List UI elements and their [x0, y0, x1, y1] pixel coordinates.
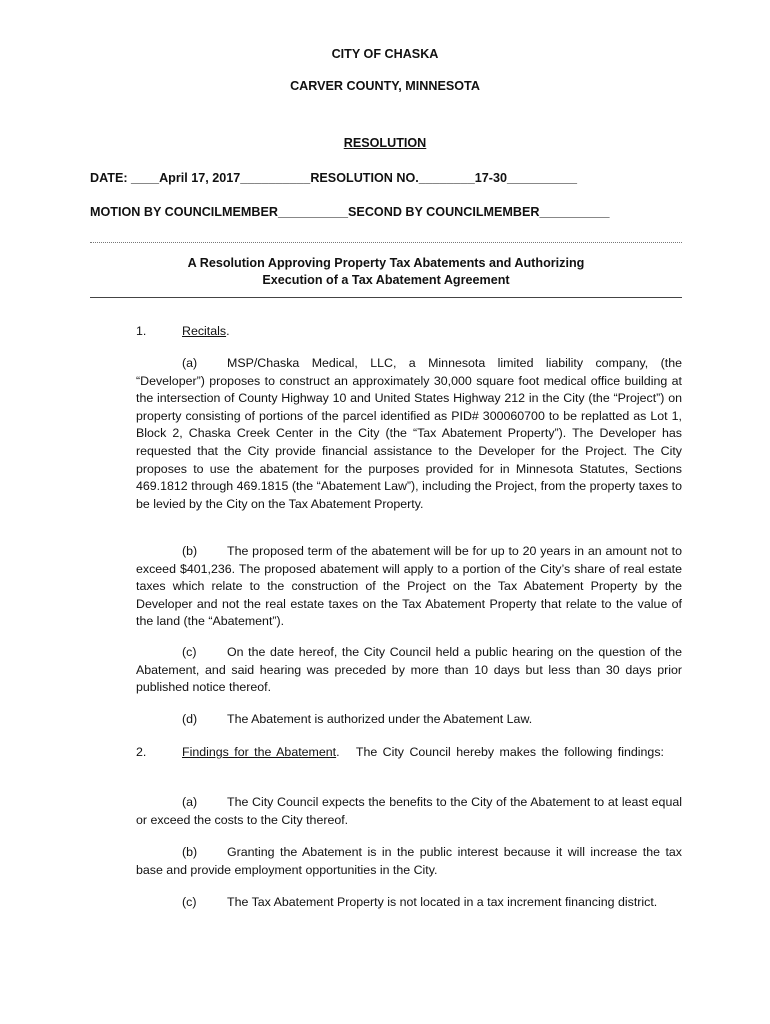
paragraph-2b-text: Granting the Abatement is in the public interest because it will increase the tax base and provide employment opportunities in the City. [136, 845, 682, 877]
date-value: ____April 17, 2017__________ [131, 171, 311, 185]
paragraph-1a-label: (a) [182, 356, 198, 370]
section-1-number: 1. [136, 324, 147, 338]
paragraph-1c-label: (c) [182, 645, 197, 659]
paragraph-1b-text: The proposed term of the abatement will be for up to 20 years in an amount not to exceed $401,236. The proposed abatement will apply to a portion of the City’s share of real estate taxes which relate to the construction of the Project on the Tax Abatement Property by the Developer and not the real estate taxes on the Tax Abatement Property that relate to the value of the land (the “Abatement”). [136, 544, 682, 629]
title-divider [90, 297, 682, 298]
paragraph-1b [136, 543, 682, 631]
motion-second-row [90, 205, 682, 219]
paragraph-2c-label: (c) [182, 895, 197, 909]
section-2-heading: Findings for the Abatement [182, 745, 337, 759]
paragraph-2b-label: (b) [182, 845, 198, 859]
paragraph-1d [136, 711, 682, 729]
section-1-heading [182, 323, 230, 341]
second-label: SECOND BY COUNCILMEMBER [348, 205, 540, 219]
resolution-no-value: ________17-30__________ [418, 171, 578, 185]
paragraph-2a-label: (a) [182, 795, 198, 809]
paragraph-2a-text: The City Council expects the benefits to the City of the Abatement to at least equal or exceed the costs to the City thereof. [136, 795, 682, 827]
paragraph-2b [136, 844, 682, 879]
section-1-heading-suffix: . [226, 324, 230, 338]
motion-blank: __________ [277, 205, 349, 219]
section-2-intro: The City Council hereby makes the following findings: [355, 745, 664, 759]
paragraph-1d-text: The Abatement is authorized under the Abatement Law. [227, 712, 533, 726]
paragraph-2c [136, 894, 682, 912]
document-type: RESOLUTION [343, 136, 427, 150]
paragraph-2c-text: The Tax Abatement Property is not located in a tax increment financing district. [227, 895, 658, 909]
resolution-title-line-1: A Resolution Approving Property Tax Abatements and Authorizing [187, 256, 585, 270]
paragraph-1c-text: On the date hereof, the City Council held a public hearing on the question of the Abatement, and said hearing was preceded by more than 10 days but less than 30 days prior published notice thereof. [136, 645, 682, 695]
paragraph-2a [136, 794, 682, 829]
paragraph-1c [136, 644, 682, 697]
paragraph-1d-label: (d) [182, 712, 198, 726]
second-blank: __________ [539, 205, 610, 219]
date-resolution-row [90, 171, 682, 185]
resolution-no-label: RESOLUTION NO. [310, 171, 419, 185]
top-divider [90, 242, 682, 243]
resolution-title-line-2: Execution of a Tax Abatement Agreement [262, 273, 510, 287]
section-2-heading-suffix: . [336, 745, 340, 759]
section-2-paragraph [90, 744, 682, 762]
city-name: CITY OF CHASKA [331, 47, 439, 61]
section-2-number: 2. [136, 745, 147, 759]
section-1-heading-text: Recitals [182, 324, 227, 338]
county-name: CARVER COUNTY, MINNESOTA [290, 79, 480, 93]
motion-label: MOTION BY COUNCILMEMBER [90, 205, 278, 219]
paragraph-1a [136, 355, 682, 513]
date-label: DATE: [90, 171, 128, 185]
paragraph-1b-label: (b) [182, 544, 198, 558]
paragraph-1a-text: MSP/Chaska Medical, LLC, a Minnesota limited liability company, (the “Developer”) proposes to construct an approximately 30,000 square foot medical office building at the intersection of County Highway 10 and United States Highway 212 in the City (the “Project”) on property consisting of portions of the parcel identified as PID# 300060700 to be replatted as Lot 1, Block 2, Chaska Creek Center in the City (the “Tax Abatement Property”). The Developer has requested that the City provide financial assistance to the Developer for the Project. The City proposes to use the abatement for the purposes provided for in Minnesota Statutes, Sections 469.1812 through 469.1815 (the “Abatement Law”), including the Project, from the property taxes to be levied by the City on the Tax Abatement Property. [136, 356, 682, 511]
